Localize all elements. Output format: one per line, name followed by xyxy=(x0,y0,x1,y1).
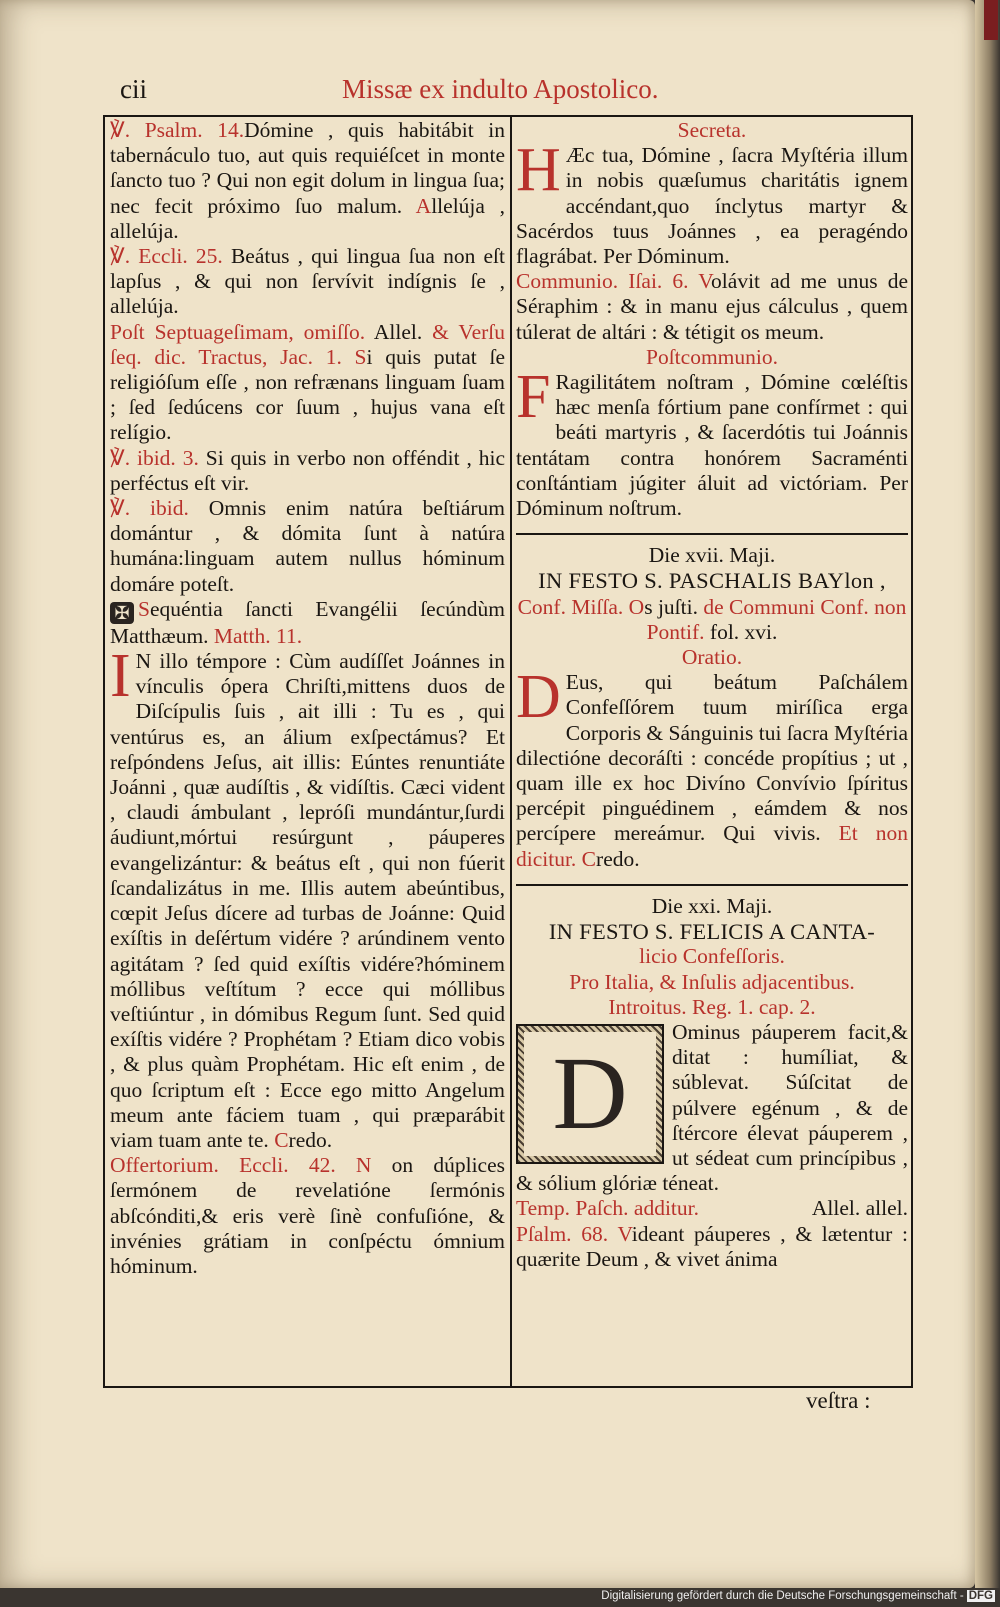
psalm-68-verse: Pſalm. 68. Videant páuperes , & lætentur : quærite Deum , & vivet ánima xyxy=(516,1221,908,1271)
oratio-text: D Eus, qui beátum Paſchálem Confeſſórem tuum miríſica erga Corporis & Sánguinis tui ſacra Myſtéria dilectióne decoráſti : concéde propítius ; ut , quam ille ex hoc Divíno Convívio ſpíritus percépit pinguédinem , eámdem & nos percípere mereámur. Qui vivis. Et non dicitur. Credo. xyxy=(516,663,908,871)
decorated-initial-D: D xyxy=(516,1024,664,1164)
postcommunio-heading: Poſtcommunio. xyxy=(646,344,778,369)
drop-cap-F: F xyxy=(516,363,551,432)
bookmark-ribbon xyxy=(984,0,998,40)
section-rule xyxy=(516,884,908,886)
left-column xyxy=(110,118,505,1279)
temp-pasch: Temp. Paſch. additur. Allel. allel. xyxy=(516,1196,908,1221)
column-divider xyxy=(510,115,512,1388)
drop-cap-D: D xyxy=(516,663,561,732)
feast-date-21: Die xxi. Maji. xyxy=(651,893,773,918)
running-title: Missæ ex indulto Apostolico. xyxy=(342,74,659,104)
section-rule xyxy=(516,533,908,535)
feast-paschalis: IN FESTO S. PASCHALIS BAYlon , Conf. Miſſa. Os juſti. de Communi Conf. non Pontif. fol. xvi. xyxy=(517,568,907,644)
eccli-verse: ℣. Eccli. 25. Beátus , qui lingua ſua non eſt lapſus , & qui non ſervívit indígnis ſe , allelúja. xyxy=(110,244,505,319)
dfg-logo: DFG xyxy=(968,1590,993,1602)
feast-date-17: Die xvii. Maji. xyxy=(648,543,776,568)
tract-rubric: Poſt Septuageſimam, omiſſo. Allel. & Verſu ſeq. dic. Tractus, Jac. 1. Si quis putat ſe religióſum eſſe , non refrænans linguam ſuam ; ſed ſedúcens cor ſuum , hujus vana eſt relígio. xyxy=(110,319,505,445)
feast-felicis: IN FESTO S. FELICIS A CANTA- xyxy=(548,919,876,945)
psalm-14-verse: ℣. Psalm. 14.Dómine , quis habitábit in tabernáculo tuo, aut quis requiéſcet in monte ſancto tuo ? Qui non egit dolum in lingua ſua; nec fecit próximo ſuo malum. Allelúja , allelúja. xyxy=(110,118,505,243)
drop-cap-H: H xyxy=(516,136,561,205)
digitization-footer: Digitalisierung gefördert durch die Deutsche Forschungsgemeinschaft - DFG xyxy=(601,1590,993,1602)
page-number: cii xyxy=(120,74,147,104)
ibid-3-verse: ℣. ibid. 3. Si quis in verbo non offéndit , hic perféctus eſt vir. xyxy=(110,445,506,495)
introitus-text: D Ominus páuperem facit,& ditat : humíliat, & súblevat. Súſcitat de púlvere egénum , & de ſtércore élevat páuperem , ut sédeat cum princípibus , & sólium glóriæ téneat. xyxy=(516,1019,908,1196)
offertorium: Offertorium. Eccli. 42. N on dúplices ſermónem de revelatióne ſermónis abſcónditi,& eris verè ſinè confuſióne, & invénies grátiam in conſpéctu ómnium hóminum. xyxy=(110,1153,506,1278)
gospel-heading: ✠ Sequéntia ſancti Evangélii ſecúndùm Matthæum. Matth. 11. xyxy=(110,596,505,648)
right-column xyxy=(516,118,908,1272)
drop-cap-I: I xyxy=(110,642,131,711)
feast-felicis-cont: licio Confeſſoris. xyxy=(639,944,785,969)
running-header xyxy=(120,74,910,114)
catchword: veſtra : xyxy=(806,1388,871,1413)
pro-italia: Pro Italia, & Inſulis adjacentibus. xyxy=(569,969,855,994)
postcommunio-text: F Ragilitátem noſtram , Dómine cœléſtis hæc menſa fórtium pane confírmet : qui beáti martyris , & ſacerdótis tui Joánnis tentátam contra honórem Sacraménti conſtántiam júgiter áluit ad victóriam. Per Dóminum noſtrum. xyxy=(516,363,908,521)
page-edge xyxy=(975,0,1000,1588)
cross-ornament-icon: ✠ xyxy=(110,602,134,624)
secreta-heading: Secreta. xyxy=(677,118,747,142)
gospel-text: I N illo témpore : Cùm audíſſet Joánnes in vínculis ópera Chriſti,mittens duos de Diſcípulis ſuis , ait illi : Tu es , qui ventúrus es, an álium exſpectámus? Et reſpóndens Jeſus, ait illis: Eúntes renuntiáte Joánni , quæ audíſtis , & vidíſtis. Cæci vident , claudi ámbulant , lepróſi mundántur,ſurdi áudiunt,mórtui resúrgunt , páuperes evangelizántur: & beátus eſt , qui non fúerit ſcandalizátus in me. Illis autem abeúntibus, cœpit Jeſus dícere ad turbas de Joánne: Quid exíſtis in deſértum vidére ? arúndinem vento agitátam ? ſed quid exíſtis vidére?hóminem móllibus veſtítum ? ecce qui móllibus veſtiúntur , in dómibus Regum ſunt. Sed quid exíſtis vidére ? Prophétam ? Etiam dico vobis , & plus quàm Prophétam. Hic eſt enim , de quo ſcriptum eſt : Ecce ego mitto Angelum meum ante fáciem tuam , qui præparábit viam tuam ante te. Credo. xyxy=(110,642,505,1152)
ibid-verse: ℣. ibid. Omnis enim natúra beſtiárum domántur , & dómita ſunt à natúra humána:linguam autem nullus hóminum domáre poteſt. xyxy=(110,496,506,596)
communio: Communio. Iſai. 6. Volávit ad me unus de Séraphim : & in manu ejus cálculus , quem túlerat de altári : & tétigit os meum. xyxy=(516,269,908,344)
secreta-text: H Æc tua, Dómine , ſacra Myſtéria illum in nobis quæſumus charitátis ignem accéndant,quo ínclytus martyr & Sacérdos tuus Joánnes , ea peragéndo flagrábat. Per Dóminum. xyxy=(516,136,908,269)
oratio-heading: Oratio. xyxy=(681,645,743,670)
introitus-heading: Introitus. Reg. 1. cap. 2. xyxy=(608,994,816,1019)
